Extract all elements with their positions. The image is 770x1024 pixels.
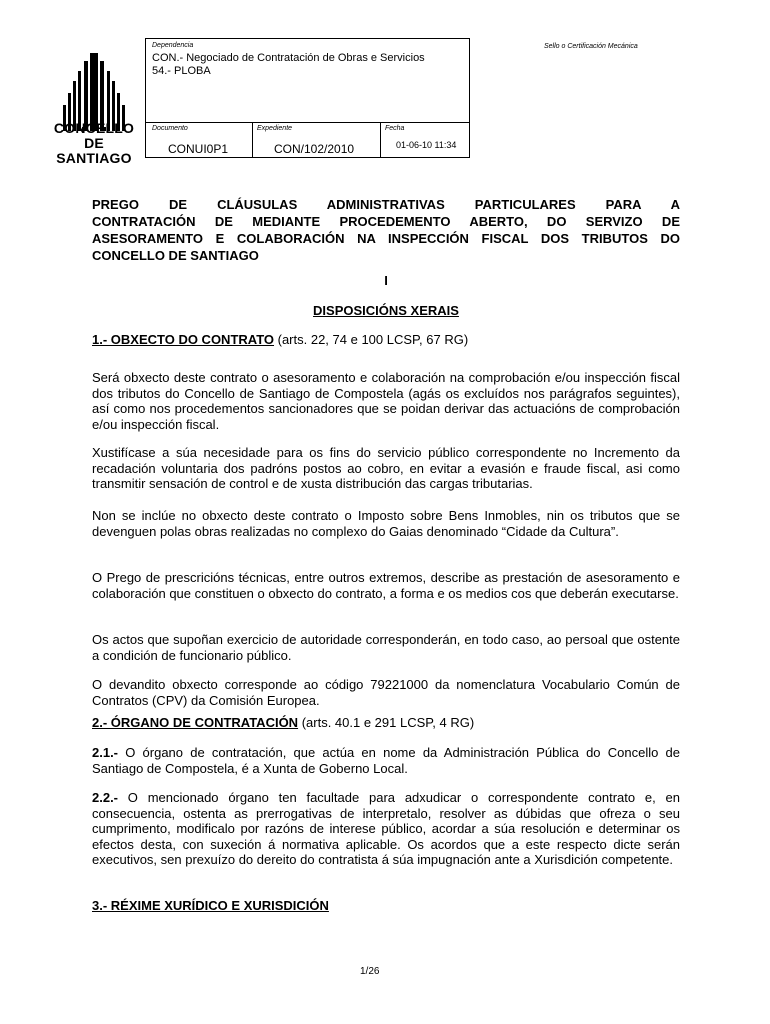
title-line2: CONTRATACIÓN DE MEDIANTE PROCEDEMENTO ABERTO, DO SERVIZO DE [92, 214, 680, 229]
concello-logo-text [44, 121, 144, 166]
paragraph-3: Non se inclúe no obxecto deste contrato o Imposto sobre Bens Inmobles, nin os tributos que se devenguen polas obras realizadas no complexo do Gaias denominado “Cidade da Cultura”. [92, 508, 680, 539]
logo-line1: CONCELLO DE [53, 120, 135, 151]
document-title [92, 196, 680, 264]
dependencia-line2: 54.- PLOBA [152, 65, 211, 77]
documento-label: Documento [152, 125, 188, 132]
paragraph-2-1-num: 2.1.- [92, 745, 119, 760]
paragraph-2-2 [92, 790, 680, 868]
section-title: DISPOSICIÓNS XERAIS [313, 303, 459, 318]
title-line4: CONCELLO DE SANTIAGO [92, 248, 259, 263]
expediente-label: Expediente [257, 125, 293, 132]
section3-heading [92, 898, 680, 914]
fecha-value: 01-06-10 11:34 [396, 140, 457, 150]
sello-label: Sello o Certificación Mecánica [544, 43, 638, 50]
expediente-value: CON/102/2010 [274, 142, 355, 156]
fecha-label: Fecha [385, 125, 405, 132]
documento-value: CONUI0P1 [168, 142, 229, 156]
section2-heading-text: 2.- ÓRGANO DE CONTRATACIÓN [92, 715, 299, 730]
paragraph-2: Xustifícase a súa necesidade para os fins do servicio público correspondente no Incremento da recadación voluntaria dos padróns postos ao cobro, en evitar a evasión e fraude fiscal, asi como transmitir sensación de control e de xusta distribución das cargas tributarias. [92, 445, 680, 491]
paragraph-6: O devandito obxecto corresponde ao código 79221000 da nomenclatura Vocabulario Común de Contratos (CPV) da Comisión Europea. [92, 677, 680, 708]
header-divider-v1 [252, 122, 253, 157]
page-number: 1/26 [360, 966, 380, 977]
dependencia-line1: CON.- Negociado de Contratación de Obras e Servicios [152, 52, 425, 64]
title-line3: ASESORAMENTO E COLABORACIÓN NA INSPECCIÓN FISCAL DOS TRIBUTOS DO [92, 231, 680, 246]
section1-ref: (arts. 22, 74 e 100 LCSP, 67 RG) [274, 332, 469, 347]
paragraph-2-1-text: O órgano de contratación, que actúa en nome da Administración Pública do Concello de Santiago de Compostela, é a Xunta de Goberno Local. [92, 745, 680, 776]
section1-heading-text: 1.- OBXECTO DO CONTRATO [92, 332, 275, 347]
roman-numeral: I [384, 273, 388, 288]
section2-heading [92, 715, 680, 731]
paragraph-4: O Prego de prescricións técnicas, entre outros extremos, describe as prestación de asesoramento e colaboración que constituen o obxecto do contrato, a forma e os medios cos que deberán executarse. [92, 570, 680, 601]
header-box [145, 38, 470, 158]
paragraph-2-2-num: 2.2.- [92, 790, 119, 805]
section1-heading [92, 332, 680, 348]
paragraph-2-1 [92, 745, 680, 776]
paragraph-5: Os actos que supoñan exercicio de autoridade corresponderán, en todo caso, ao persoal que ostente a condición de funcionario público. [92, 632, 680, 663]
section2-ref: (arts. 40.1 e 291 LCSP, 4 RG) [298, 715, 475, 730]
dependencia-label: Dependencia [152, 42, 194, 49]
header-divider-v2 [380, 122, 381, 157]
section3-heading-text: 3.- RÉXIME XURÍDICO E XURISDICIÓN [92, 898, 329, 913]
title-line1: PREGO DE CLÁUSULAS ADMINISTRATIVAS PARTICULARES PARA A [92, 197, 680, 212]
logo-line2: SANTIAGO [56, 150, 132, 166]
paragraph-1: Será obxecto deste contrato o asesoramento e colaboración na comprobación e/ou inspección fiscal dos tributos do Concello de Santiago de Compostela (agás os excluídos nos parágrafos seguintes), así como nos procedementos sancionadores que se poidan derivar das actuacións de comprobación e/ou inspección fiscal. [92, 370, 680, 432]
paragraph-2-2-text: O mencionado órgano ten facultade para adxudicar o correspondente contrato e, en consecuencia, ostenta as prerrogativas de interpretalo, resolver as dúbidas que ofreza o seu cumprimento, modificalo por razóns de interese público, acordar a súa resolución e determinar os efectos desta, con suxeción á normativa aplicable. Os acordos que a este respecto dicte serán executivos, sen prexuízo do dereito do contratista á súa impugnación ante a Xurisdición competente. [92, 790, 680, 867]
header-divider [146, 122, 469, 123]
